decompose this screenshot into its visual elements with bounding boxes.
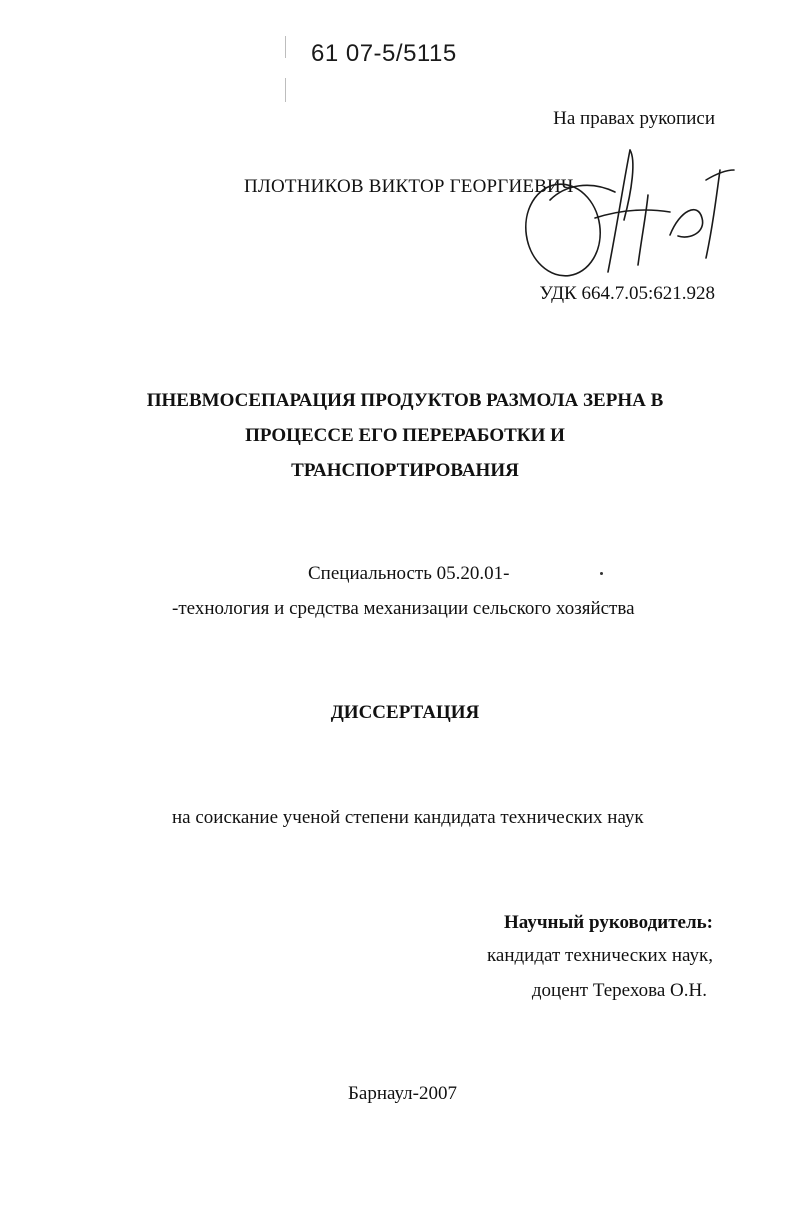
degree-line: на соискание ученой степени кандидата технических наук	[172, 807, 644, 828]
specialty-name: -технология и средства механизации сельского хозяйства	[172, 598, 635, 619]
rights-note: На правах рукописи	[553, 108, 715, 129]
scan-margin-mark	[285, 36, 286, 58]
author-name: ПЛОТНИКОВ ВИКТОР ГЕОРГИЕВИЧ	[244, 176, 574, 197]
handwritten-signature	[520, 140, 760, 290]
title-line: ПРОЦЕССЕ ЕГО ПЕРЕРАБОТКИ И	[245, 425, 565, 446]
specialty-code: Специальность 05.20.01-	[308, 563, 510, 584]
supervisor-rank: кандидат технических наук,	[486, 945, 713, 966]
scan-speck	[600, 572, 603, 575]
dissertation-title	[100, 383, 710, 488]
title-line: ТРАНСПОРТИРОВАНИЯ	[291, 460, 519, 481]
city-year: Барнаул-2007	[348, 1083, 457, 1104]
document-type: ДИССЕРТАЦИЯ	[330, 702, 480, 723]
supervisor-heading: Научный руководитель:	[504, 912, 713, 933]
supervisor-name: доцент Терехова О.Н.	[531, 980, 707, 1001]
title-line: ПНЕВМОСЕПАРАЦИЯ ПРОДУКТОВ РАЗМОЛА ЗЕРНА В	[146, 390, 664, 411]
udk-code: УДК 664.7.05:621.928	[539, 283, 715, 304]
archive-code: 61 07-5/5115	[311, 40, 457, 67]
scan-margin-mark	[285, 78, 286, 102]
